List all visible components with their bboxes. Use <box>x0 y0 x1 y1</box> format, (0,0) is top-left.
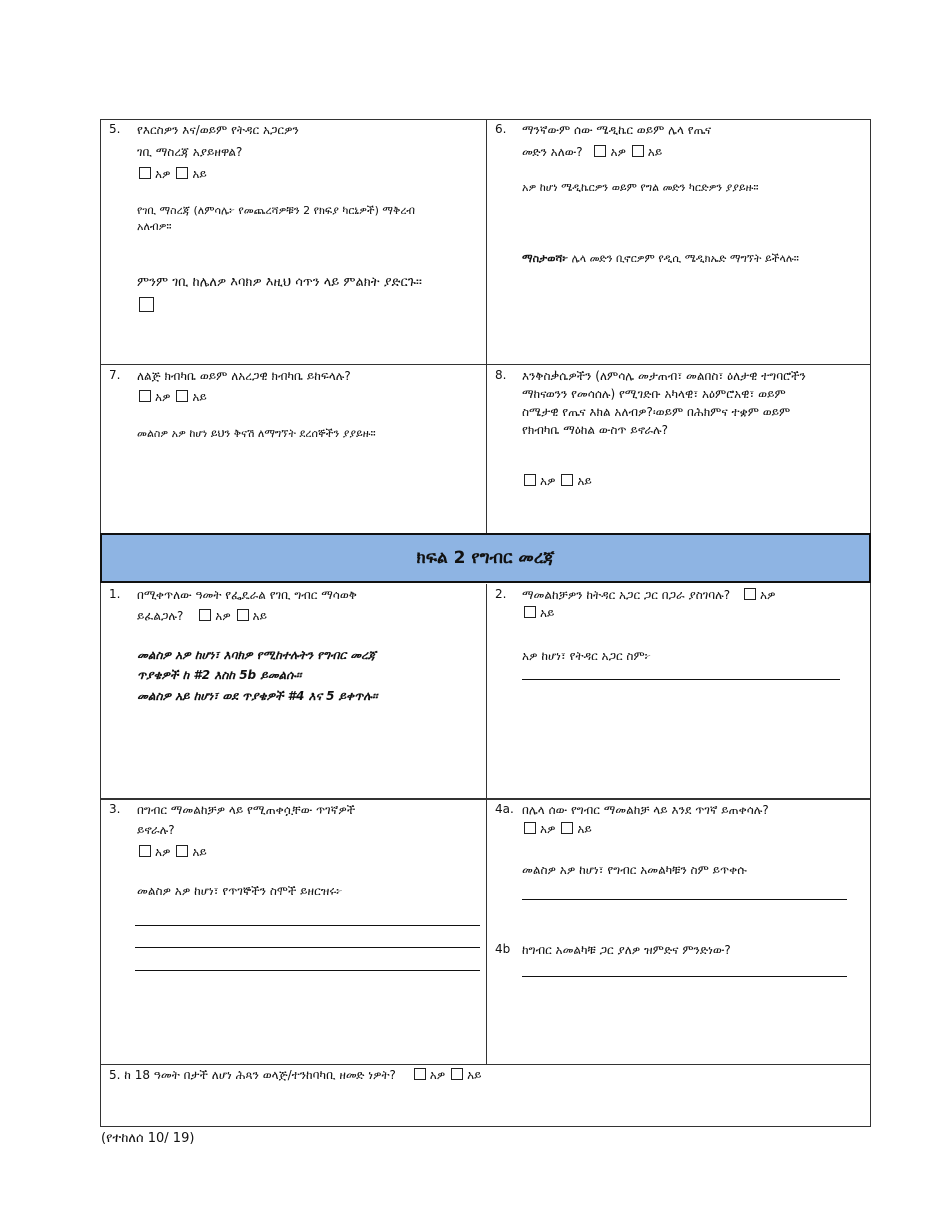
t2-question <box>522 586 842 622</box>
t5-no-checkbox[interactable] <box>451 1068 463 1080</box>
t2-no-checkbox[interactable] <box>524 606 536 618</box>
t4a-yes-no <box>522 820 862 838</box>
q5-line2: ገቢ ማስረጃ አያይዘዋል? <box>137 145 243 159</box>
t4a-name-line[interactable] <box>522 899 847 900</box>
t3-list-label: መልስዎ አዎ ከሆነ፣ የጥገኞችን ስሞች ይዘርዝሩ፦ <box>137 884 343 898</box>
t3-no-label: አይ <box>192 845 207 859</box>
t3-yes-no <box>137 843 467 861</box>
q8-number: 8. <box>495 368 507 382</box>
q6-question <box>522 121 862 161</box>
t4b-question: ከግብር አመልካቹ ጋር ያለዎ ዝምድና ምንድነው? <box>522 943 731 957</box>
q8-no-label: አይ <box>577 474 592 488</box>
q6-no-checkbox[interactable] <box>632 145 644 157</box>
row-divider-1 <box>101 364 870 365</box>
q8-no-checkbox[interactable] <box>561 474 573 486</box>
revision-note: (የተከለሰ 10/ 19) <box>101 1131 195 1146</box>
t5-yes-label: አዎ <box>429 1068 446 1082</box>
t3-no-checkbox[interactable] <box>176 845 188 857</box>
t1-yes-label: አዎ <box>215 609 231 623</box>
q5-question <box>137 121 477 183</box>
t1-line2-text: ይፈልጋሉ? <box>137 609 184 623</box>
t3-dependent-line-3[interactable] <box>135 970 480 971</box>
q5-line1: የእርስዎን እና/ወይም የትዳር አጋርዎን <box>137 123 299 137</box>
t5-question <box>109 1066 482 1084</box>
t4a-yes-label: አዎ <box>540 822 556 836</box>
q7-yes-label: አዎ <box>155 390 171 404</box>
t5-yes-checkbox[interactable] <box>414 1068 426 1080</box>
t1-line2 <box>137 607 477 625</box>
t1-line1: በሚቀጥለው ዓመት የፌዴራል የገቢ ግብር ማሳወቅ <box>137 588 357 602</box>
t3-yes-checkbox[interactable] <box>139 845 151 857</box>
q5-no-label: አይ <box>192 167 207 181</box>
q5-no-checkbox[interactable] <box>176 167 188 179</box>
t1-instruction-yes: መልስዎ አዎ ከሆነ፣ እባክዎ የሚከተሉትን የግብር መረጃ ጥያቄዎች ከ #2 እስከ 5b ይመልሱ። <box>137 648 376 682</box>
q7-line1: ለልጅ ክብካቤ ወይም ለአረጋዊ ክብካቤ ይከፍላሉ? <box>137 369 351 383</box>
t2-no-label: አይ <box>540 606 555 620</box>
q7-receipts-note: መልስዎ አዎ ከሆነ ይህን ቅናሽ ለማግኘት ደረሰኞችን ያያይዙ። <box>137 427 376 440</box>
t1-instruction-no: መልስዎ አይ ከሆነ፣ ወደ ጥያቄዎች #4 እና 5 ይቀጥሉ። <box>137 689 378 703</box>
t2-spouse-name-line[interactable] <box>522 679 840 680</box>
t4a-no-label: አይ <box>577 822 592 836</box>
t2-line1: ማመልከቻዎን ከትዳር አጋር ጋር በጋራ ያስገባሉ? <box>522 588 731 602</box>
t3-yes-label: አዎ <box>155 845 171 859</box>
t4a-line1: በሌላ ሰው የግብር ማመልከቻ ላይ እንደ ጥገኛ ይጠቀሳሉ? <box>522 803 769 817</box>
t2-spouse-label: አዎ ከሆነ፣ የትዳር አጋር ስም፦ <box>522 649 651 663</box>
q7-no-label: አይ <box>192 390 207 404</box>
t3-question <box>137 801 467 861</box>
section-2-banner <box>100 533 871 583</box>
q7-yes-checkbox[interactable] <box>139 390 151 402</box>
t3-dependent-line-2[interactable] <box>135 947 480 948</box>
t2-yes-checkbox[interactable] <box>744 588 756 600</box>
q6-line2 <box>522 143 862 161</box>
t4b-number: 4b <box>495 942 511 956</box>
q6-yes-label: አዎ <box>610 145 626 159</box>
t1-question <box>137 586 477 625</box>
q6-yes-checkbox[interactable] <box>594 145 606 157</box>
t2-number: 2. <box>495 587 507 601</box>
q8-yes-no <box>522 472 592 490</box>
t4a-yes-checkbox[interactable] <box>524 822 536 834</box>
t4a-name-label: መልስዎ አዎ ከሆነ፣ የግብር አመልካቹን ስም ይጥቀሱ <box>522 863 747 877</box>
q6-number: 6. <box>495 122 507 136</box>
q6-no-label: አይ <box>647 145 663 159</box>
q5-yes-checkbox[interactable] <box>139 167 151 179</box>
t4a-number: 4a. <box>495 802 514 816</box>
q5-yes-no <box>137 165 477 183</box>
t1-no-label: አይ <box>252 609 267 623</box>
row-divider-4 <box>101 1064 870 1065</box>
q6-caution-text: ሌላ መድን ቢኖርዎም የዲሲ ሜዲክኤድ ማግኘት ይችላሉ። <box>568 252 799 265</box>
q5-no-income-label: ምንም ገቢ ከሌለዎ እባክዎ እዚህ ሳጥን ላይ ምልክት ያድርጉ። <box>137 275 422 290</box>
q7-no-checkbox[interactable] <box>176 390 188 402</box>
t3-dependent-line-1[interactable] <box>135 925 480 926</box>
t5-text: ከ 18 ዓመት በታች ለሆነ ሕጻን ወላጅ/ተንከባካቢ ዘመድ ነዎት? <box>124 1068 396 1082</box>
t1-yes-checkbox[interactable] <box>199 609 211 621</box>
q5-income-note: የገቢ ማስረጃ (ለምሳሌ፦ የመጨረሻዎቹን 2 የክፍያ ካርኒዎች) ማቅረብ አለብዎ። <box>137 204 415 233</box>
q6-attach-note: አዎ ከሆነ ሜዲኬርዎን ወይም የግል መድን ካርድዎን ያያይዙ። <box>522 181 759 194</box>
t5-number: 5. <box>109 1068 121 1082</box>
q5-yes-label: አዎ <box>155 167 171 181</box>
q5-no-income-box[interactable] <box>139 297 154 312</box>
t1-number: 1. <box>109 587 121 601</box>
t4a-no-checkbox[interactable] <box>561 822 573 834</box>
q8-yes-label: አዎ <box>540 474 556 488</box>
q8-yes-checkbox[interactable] <box>524 474 536 486</box>
q7-question <box>137 367 477 406</box>
q5-no-income-checkbox[interactable] <box>139 297 154 316</box>
section-2-title: ክፍል 2 የግብር መረጃ <box>416 548 555 568</box>
t1-no-checkbox[interactable] <box>237 609 249 621</box>
column-divider-top <box>486 120 487 534</box>
t3-number: 3. <box>109 802 121 816</box>
q8-question: እንቅስቃሴዎችን (ለምሳሌ መታጠብ፣ መልበስ፣ ዕለታዊ ተግባሮችን ማከናወንን የመሳሰሉ) የሚገድቡ አካላዊ፣ አዕምሮአዊ፣ ወይም ስሜታዊ የጤና እክል አለብዎ?፡ወይም በሕክምና ተቋም ወይም የክብካቤ ማዕከል ውስጥ ይኖራሉ? <box>522 369 806 437</box>
t5-no-label: አይ <box>467 1068 482 1082</box>
q7-yes-no <box>137 388 477 406</box>
row-divider-3 <box>101 798 870 800</box>
t3-line1: በግብር ማመልከቻዎ ላይ የሚጠቀሷቸው ጥገኛዎች <box>137 803 356 817</box>
q6-caution-label: ማስታወሻ፦ <box>522 252 569 265</box>
t3-line2: ይኖራሉ? <box>137 823 175 837</box>
q7-number: 7. <box>109 368 121 382</box>
q6-line1: ማንኛውም ሰው ሜዲኬር ወይም ሌላ የጤና <box>522 123 712 137</box>
t4b-relationship-line[interactable] <box>522 976 847 977</box>
t4a-question <box>522 801 862 838</box>
t2-yes-label: አዎ <box>759 588 776 602</box>
column-divider-bottom <box>486 584 487 1065</box>
q5-number: 5. <box>109 122 121 136</box>
q6-line2-text: መድን አለው? <box>522 145 583 159</box>
q6-caution <box>522 251 822 267</box>
